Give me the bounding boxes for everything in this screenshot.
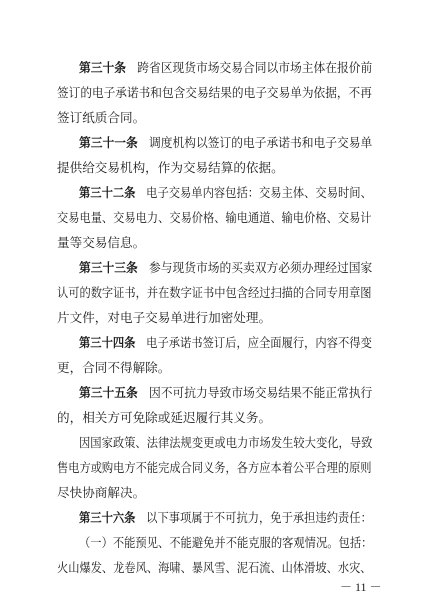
- article-36-line-3: [57, 560, 372, 576]
- article-31-line-2: [57, 160, 284, 176]
- article-text: 因不可抗力导致市场交易结果不能正常执行: [148, 385, 373, 400]
- article-heading: 第三十四条: [79, 335, 136, 350]
- article-35-para-2-line-1: [79, 435, 372, 451]
- article-33-line-2: [57, 285, 372, 301]
- article-33-line-3: [57, 310, 271, 326]
- article-35-para-2-line-3: [57, 485, 145, 501]
- article-34-line-2: [57, 360, 170, 376]
- article-text: 电子承诺书签订后，应全面履行，内容不得变: [146, 335, 372, 350]
- article-text: 签订的电子承诺书和包含交易结果的电子交易单为依据，不再: [57, 85, 372, 100]
- article-text: 电子交易单内容包括：交易主体、交易时间、: [146, 185, 372, 200]
- article-text: 片文件，对电子交易单进行加密处理。: [57, 310, 272, 325]
- article-35-line-2: [57, 410, 271, 426]
- article-30-line-2: [57, 85, 372, 101]
- article-text: 因国家政策、法律法规变更或电力市场发生较大变化，导致: [79, 435, 373, 450]
- article-30-line-1: [79, 60, 372, 76]
- article-heading: 第三十条: [79, 60, 126, 75]
- article-heading: 第三十一条: [79, 135, 138, 150]
- article-text: 售电方或购电方不能完成合同义务，各方应本着公平合理的原则: [57, 460, 372, 475]
- article-text: 火山爆发、龙卷风、海啸、暴风雪、泥石流、山体滑坡、水灾、: [57, 560, 372, 575]
- article-heading: 第三十五条: [79, 385, 138, 400]
- article-text: 尽快协商解决。: [57, 485, 146, 500]
- article-33-line-1: [79, 260, 372, 276]
- page-number: － 11 －: [340, 580, 382, 594]
- article-34-line-1: [79, 335, 372, 351]
- article-text: 以下事项属于不可抗力，免于承担违约责任：: [146, 510, 372, 525]
- article-31-line-1: [79, 135, 372, 151]
- article-text: 交易电量、交易电力、交易价格、输电通道、输电价格、交易计: [57, 210, 372, 225]
- article-text: 的，相关方可免除或延迟履行其义务。: [57, 410, 272, 425]
- article-35-line-1: [79, 385, 372, 401]
- article-32-line-2: [57, 210, 372, 226]
- article-36-line-2: [79, 535, 372, 551]
- article-text: 参与现货市场的买卖双方必须办理经过国家: [148, 260, 373, 275]
- article-35-para-2-line-2: [57, 460, 372, 476]
- article-text: 跨省区现货市场交易合同以市场主体在报价前: [137, 60, 373, 75]
- article-text: 签订纸质合同。: [57, 110, 146, 125]
- article-text: （一）不能预见、不能避免并不能克服的客观情况。包括：: [79, 535, 373, 550]
- article-heading: 第三十二条: [79, 185, 136, 200]
- article-heading: 第三十三条: [79, 260, 138, 275]
- article-text: 认可的数字证书，并在数字证书中包含经过扫描的合同专用章图: [57, 285, 372, 300]
- article-text: 更，合同不得解除。: [57, 360, 171, 375]
- article-30-line-3: [57, 110, 145, 126]
- article-text: 量等交易信息。: [57, 235, 146, 250]
- article-heading: 第三十六条: [79, 510, 136, 525]
- article-32-line-3: [57, 235, 145, 251]
- article-36-line-1: [79, 510, 372, 526]
- article-text: 调度机构以签订的电子承诺书和电子交易单: [148, 135, 373, 150]
- article-32-line-1: [79, 185, 372, 201]
- article-text: 提供给交易机构，作为交易结算的依据。: [57, 160, 284, 175]
